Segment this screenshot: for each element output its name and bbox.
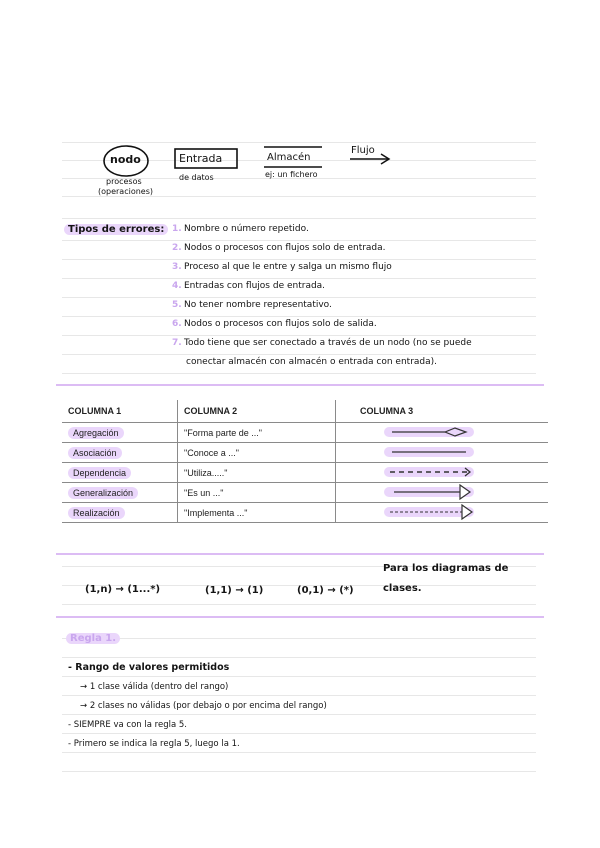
table-cell: "Es un ..." xyxy=(178,483,336,503)
ruled-line xyxy=(62,714,536,715)
ruled-line xyxy=(62,259,536,260)
ruled-line xyxy=(62,240,536,241)
error-item-continuation: conectar almacén con almacén o entrada con entrada). xyxy=(186,357,438,367)
table-cell: Realización xyxy=(62,503,178,523)
realization-arrow-icon xyxy=(342,504,542,520)
error-item: 7. Todo tiene que ser conectado a través de un nodo (no se puede xyxy=(172,338,472,348)
legend-procesos: procesos xyxy=(106,177,142,186)
regla-line: → 1 clase válida (dentro del rango) xyxy=(80,682,229,692)
error-item: 6. Nodos o procesos con flujos solo de salida. xyxy=(172,319,377,329)
table-cell: "Forma parte de ..." xyxy=(178,423,336,443)
cardinality-note-line2: clases. xyxy=(383,583,422,594)
table-header-row xyxy=(62,400,548,423)
table-cell xyxy=(336,443,549,463)
section-divider xyxy=(56,384,544,386)
table-row xyxy=(62,503,548,523)
ruled-line xyxy=(62,297,536,298)
table-header: COLUMNA 3 xyxy=(336,400,549,423)
table-header: COLUMNA 1 xyxy=(68,406,122,416)
ruled-line xyxy=(62,733,536,734)
dependency-arrow-icon xyxy=(342,465,542,479)
regla-title: Regla 1. xyxy=(66,633,120,644)
association-line-icon xyxy=(342,445,542,459)
table-cell xyxy=(336,463,549,483)
table-cell xyxy=(336,423,549,443)
table-cell: "Conoce a ..." xyxy=(178,443,336,463)
legend-entrada: Entrada xyxy=(179,152,223,165)
cardinality-01: (0,1) → (*) xyxy=(297,585,354,596)
legend-operaciones: (operaciones) xyxy=(98,187,154,196)
errores-heading-text: Tipos de errores: xyxy=(64,224,168,235)
table-cell: Agregación xyxy=(62,423,178,443)
table-cell: Generalización xyxy=(62,483,178,503)
regla-line: → 2 clases no válidas (por debajo o por encima del rango) xyxy=(80,701,327,711)
ruled-line xyxy=(62,695,536,696)
ruled-line xyxy=(62,278,536,279)
table-row xyxy=(62,423,548,443)
table-row xyxy=(62,463,548,483)
table-cell: "Utiliza....." xyxy=(178,463,336,483)
ruled-line xyxy=(62,752,536,753)
ruled-line xyxy=(62,676,536,677)
cardinality-11: (1,1) → (1) xyxy=(205,585,264,596)
errores-heading xyxy=(64,224,168,235)
ruled-line xyxy=(62,657,536,658)
table-cell xyxy=(336,483,549,503)
ruled-line xyxy=(62,316,536,317)
table-header: COLUMNA 2 xyxy=(178,400,336,423)
legend-ej-fichero: ej: un fichero xyxy=(265,170,318,179)
legend-almacen: Almacén xyxy=(267,152,311,163)
ruled-line xyxy=(62,218,536,219)
regla-line: - SIEMPRE va con la regla 5. xyxy=(68,720,187,730)
ruled-line xyxy=(62,335,536,336)
error-item: 2. Nodos o procesos con flujos solo de entrada. xyxy=(172,243,386,253)
legend-nodo: nodo xyxy=(110,153,141,166)
error-item: 3. Proceso al que le entre y salga un mismo flujo xyxy=(172,262,392,272)
cardinality-1n: (1,n) → (1...*) xyxy=(85,584,161,595)
ruled-line xyxy=(62,373,536,374)
error-item: 1. Nombre o número repetido. xyxy=(172,224,309,234)
generalization-arrow-icon xyxy=(342,484,542,500)
legend-flujo: Flujo xyxy=(351,145,375,156)
aggregation-arrow-icon xyxy=(342,425,542,439)
table-row xyxy=(62,483,548,503)
table-cell: Asociación xyxy=(62,443,178,463)
error-item: 5. No tener nombre representativo. xyxy=(172,300,332,310)
error-item: 4. Entradas con flujos de entrada. xyxy=(172,281,326,291)
table-cell: Dependencia xyxy=(62,463,178,483)
ruled-line xyxy=(62,638,536,639)
ruled-line xyxy=(62,771,536,772)
regla-line: - Rango de valores permitidos xyxy=(68,662,230,673)
relations-table xyxy=(62,400,548,523)
legend-de-datos: de datos xyxy=(179,173,214,182)
section-divider xyxy=(56,616,544,618)
table-cell: "Implementa ..." xyxy=(178,503,336,523)
section-divider xyxy=(56,553,544,555)
table-cell xyxy=(336,503,549,523)
ruled-line xyxy=(62,354,536,355)
table-row xyxy=(62,443,548,463)
ruled-line xyxy=(62,604,536,605)
regla-line: - Primero se indica la regla 5, luego la 1. xyxy=(68,739,240,749)
cardinality-note-line1: Para los diagramas de xyxy=(383,563,509,574)
